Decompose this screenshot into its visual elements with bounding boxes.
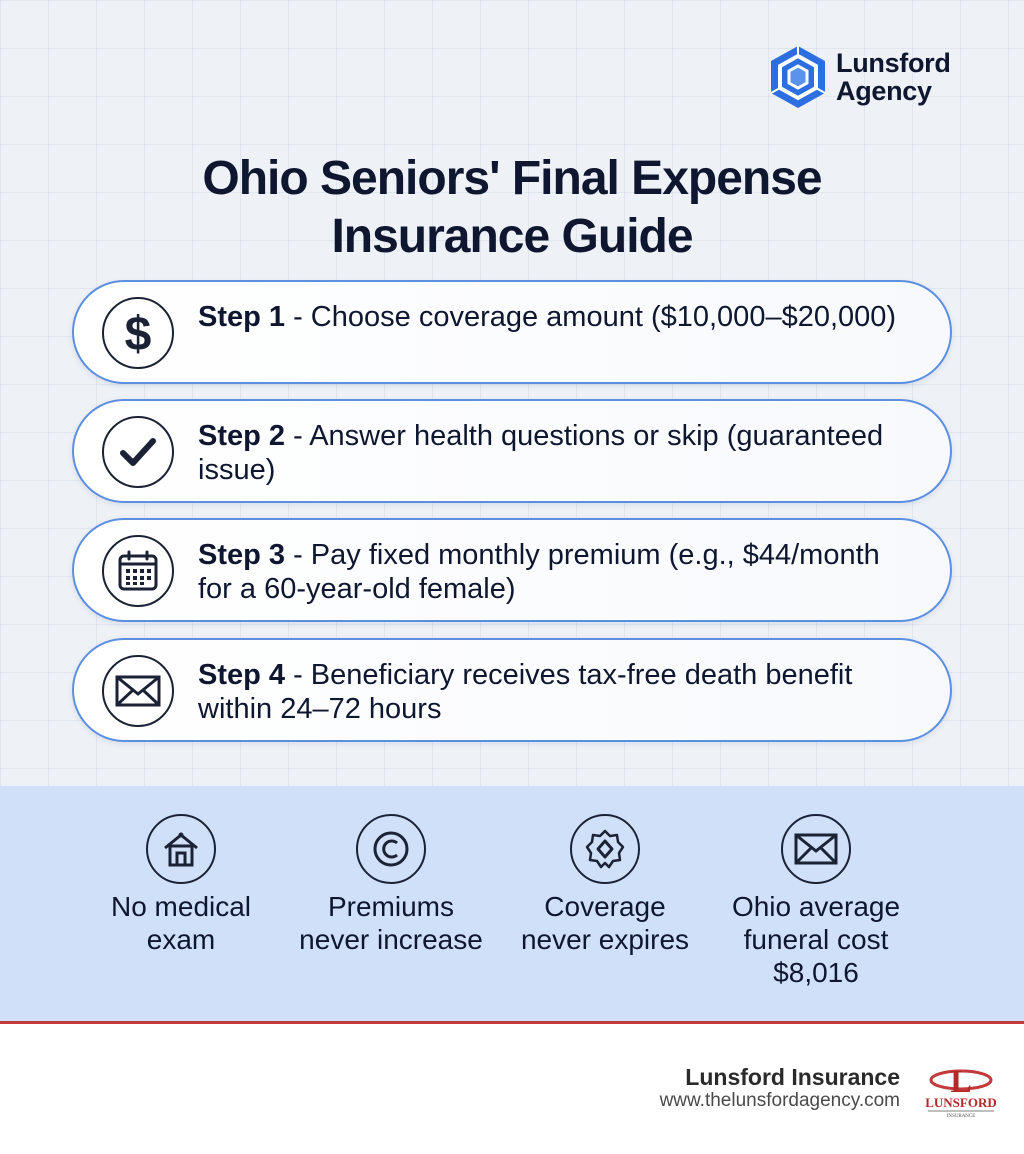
dollar-icon [102,297,174,369]
feature-label-line: funeral cost [743,924,889,955]
brand-name-line2: Agency [836,76,932,106]
feature-ohio-average-funeral-cost [706,814,926,989]
svg-text:LUNSFORD: LUNSFORD [925,1095,997,1110]
step-text [198,300,898,334]
page-title-line1: Ohio Seniors' Final Expense [202,152,822,205]
step-description: - Choose coverage amount ($10,000–$20,000) [285,301,897,333]
step-description: - Answer health questions or skip (guaranteed issue) [198,420,884,486]
page-title-line2: Insurance Guide [331,210,693,263]
page-title [80,150,944,266]
hexagon-logo-icon [768,44,828,110]
feature-label-line: Ohio average [731,891,901,922]
feature-label [71,890,291,956]
step-label: Step 2 [198,420,286,452]
feature-premiums-never-increase [281,814,501,956]
step-label: Step 3 [198,539,286,571]
feature-label-line: No medical [110,891,252,922]
svg-text:INSURANCE: INSURANCE [946,1114,976,1118]
feature-value: $8,016 [773,957,859,988]
lunsford-insurance-seal-icon [918,1060,1004,1118]
envelope-icon [102,655,174,727]
calendar-icon [102,535,174,607]
copyright-icon [356,814,426,884]
feature-coverage-never-expires [495,814,715,956]
footer-company-name: Lunsford Insurance [685,1064,900,1090]
checkmark-icon [102,416,174,488]
brand-name [836,49,951,105]
step-description: - Pay fixed monthly premium (e.g., $44/month for a 60-year-old female) [198,539,880,605]
feature-label-line: exam [146,924,216,955]
step-text [198,419,898,487]
step-label: Step 1 [198,301,286,333]
svg-text:$: $ [124,308,152,358]
step-card-2 [72,399,952,503]
step-card-3 [72,518,952,622]
feature-label-line: never increase [299,924,483,955]
feature-label [281,890,501,956]
step-text [198,658,898,726]
envelope-icon [781,814,851,884]
feature-label-line: Premiums [327,891,454,922]
footer-website-link[interactable]: www.thelunsfordagency.com [659,1090,900,1111]
feature-label-line: never expires [520,924,690,955]
badge-icon [570,814,640,884]
house-icon [146,814,216,884]
step-card-1 [72,280,952,384]
brand-name-line1: Lunsford [836,48,951,78]
brand-logo[interactable] [768,44,978,110]
step-text [198,538,898,606]
feature-no-medical-exam [71,814,291,956]
svg-text:L: L [950,1063,972,1099]
feature-label-line: Coverage [544,891,666,922]
feature-label [495,890,715,956]
step-card-4 [72,638,952,742]
step-description: - Beneficiary receives tax-free death benefit within 24–72 hours [198,659,853,725]
step-label: Step 4 [198,659,286,691]
feature-label [706,890,926,989]
features-band [0,786,1024,1024]
